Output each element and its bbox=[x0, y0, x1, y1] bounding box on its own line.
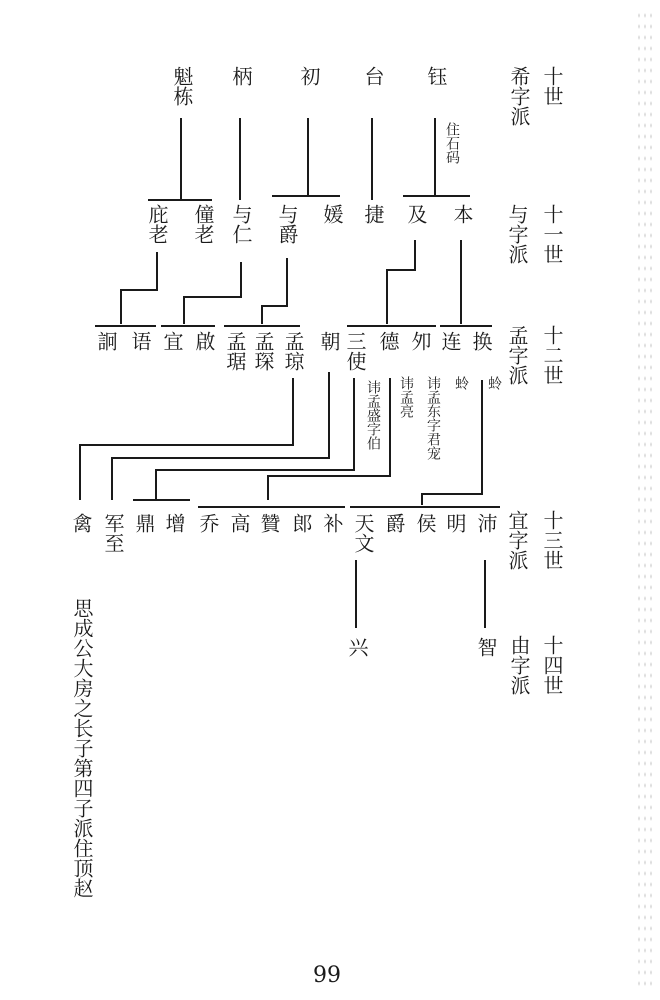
person-name: 乔 bbox=[196, 513, 220, 533]
person-name: 台 bbox=[361, 66, 385, 86]
line-ji bbox=[387, 240, 415, 324]
taboo-name-note: 讳孟东字君宠 bbox=[425, 376, 441, 460]
taboo-name-note: 讳孟亮 bbox=[398, 376, 414, 418]
person-name: 换 bbox=[469, 331, 493, 351]
person-name: 僮老 bbox=[191, 204, 215, 244]
person-name: 魁栋 bbox=[170, 66, 194, 106]
person-name: 侯 bbox=[413, 513, 437, 533]
gen-label: 十三世 bbox=[540, 510, 564, 570]
pai-label: 由字派 bbox=[507, 635, 531, 695]
person-name: 兴 bbox=[345, 637, 369, 657]
person-name: 詗 bbox=[94, 331, 118, 351]
person-name: 增 bbox=[162, 513, 186, 533]
person-name: 捷 bbox=[361, 204, 385, 224]
gen-label: 十四世 bbox=[540, 635, 564, 695]
person-name: 及 bbox=[404, 204, 428, 224]
person-name: 夘 bbox=[408, 331, 432, 351]
person-name: 连 bbox=[438, 331, 462, 351]
line-chao bbox=[112, 372, 329, 500]
person-name: 媛 bbox=[320, 204, 344, 224]
person-name: 孟琼 bbox=[281, 331, 305, 371]
adoption-note: 蛉 bbox=[486, 376, 502, 390]
person-name: 贊 bbox=[257, 513, 281, 533]
person-name: 三使 bbox=[343, 331, 367, 371]
person-name: 天文 bbox=[351, 513, 375, 553]
person-name: 郎 bbox=[289, 513, 313, 533]
pai-label: 孟字派 bbox=[505, 325, 529, 385]
person-name: 本 bbox=[450, 204, 474, 224]
gen-label: 十一世 bbox=[540, 204, 564, 264]
person-name: 智 bbox=[474, 637, 498, 657]
person-name: 朝 bbox=[317, 331, 341, 351]
line-yuren bbox=[184, 262, 241, 324]
person-name: 爵 bbox=[382, 513, 406, 533]
person-name: 语 bbox=[128, 331, 152, 351]
person-name: 柄 bbox=[229, 66, 253, 86]
person-name: 军至 bbox=[101, 513, 125, 553]
gen-label: 十世 bbox=[540, 66, 564, 106]
line-chu bbox=[272, 118, 340, 196]
taboo-name-note: 讳孟盛字伯 bbox=[365, 380, 381, 450]
gen-label: 十二世 bbox=[540, 325, 564, 385]
person-name: 啟 bbox=[192, 331, 216, 351]
pai-label: 与字派 bbox=[505, 204, 529, 264]
person-name: 钰 bbox=[424, 66, 448, 86]
person-name: 庇老 bbox=[145, 204, 169, 244]
adoption-note: 蛉 bbox=[453, 376, 469, 390]
pai-label: 希字派 bbox=[507, 66, 531, 126]
person-name: 禽 bbox=[69, 513, 93, 533]
residence-note: 住石码 bbox=[444, 122, 460, 164]
person-name: 补 bbox=[320, 513, 344, 533]
person-name: 与仁 bbox=[229, 204, 253, 244]
person-name: 初 bbox=[297, 66, 321, 86]
person-name: 孟琚 bbox=[223, 331, 247, 371]
person-name: 高 bbox=[227, 513, 251, 533]
line-bilao bbox=[121, 252, 157, 324]
line-kuidong bbox=[148, 118, 212, 200]
person-name: 德 bbox=[376, 331, 400, 351]
pai-label: 宜字派 bbox=[505, 510, 529, 570]
line-sanshi bbox=[156, 378, 354, 500]
person-name: 宜 bbox=[160, 331, 184, 351]
person-name: 孟琛 bbox=[251, 331, 275, 371]
person-name: 与爵 bbox=[275, 204, 299, 244]
person-name: 沛 bbox=[474, 513, 498, 533]
person-name: 明 bbox=[443, 513, 467, 533]
branch-note: 思成公大房之长子第四子派住顶赵 bbox=[70, 598, 94, 898]
line-yujue bbox=[262, 258, 287, 324]
person-name: 鼎 bbox=[132, 513, 156, 533]
page-number: 99 bbox=[313, 963, 341, 988]
